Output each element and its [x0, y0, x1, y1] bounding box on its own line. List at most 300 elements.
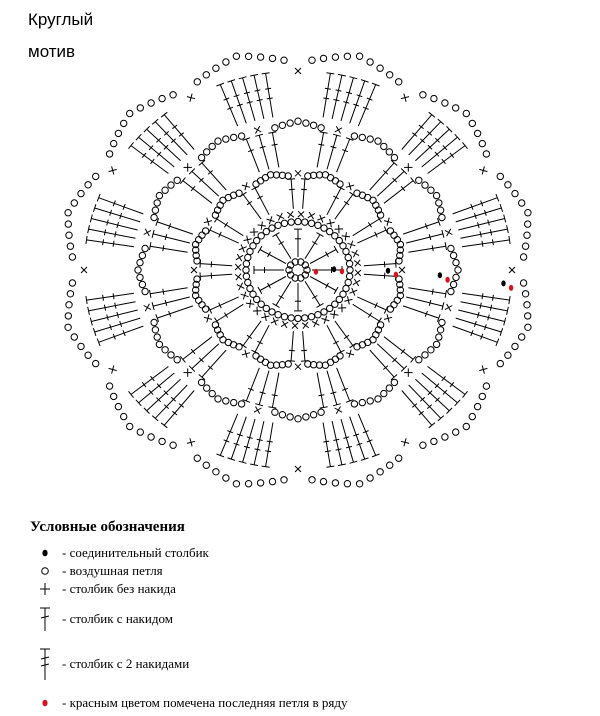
double-crochet-stitch [406, 234, 443, 243]
stitch-cross-bar [115, 231, 116, 237]
chain-stitch [202, 228, 208, 234]
chain-stitch [453, 259, 459, 265]
double-crochet-stitch [259, 135, 269, 169]
double-crochet-stitch [403, 222, 439, 234]
stitch-top-bar [273, 303, 280, 307]
chain-stitch [367, 136, 373, 142]
legend-item-single-crochet [30, 581, 176, 597]
chain-stitch [344, 53, 350, 59]
double-crochet-stitch [317, 373, 324, 408]
stitch-top-bar [273, 233, 280, 237]
chain-stitch [373, 202, 379, 208]
chain-stitch [159, 438, 165, 444]
chain-stitch [199, 232, 205, 238]
single-crochet-stitch [287, 212, 294, 217]
stitch-cross-bar [103, 295, 104, 301]
stitch-cross-bar [480, 303, 481, 309]
chain-stitch [512, 343, 518, 349]
chain-stitch [416, 357, 422, 363]
double-crochet-stitch [337, 139, 350, 172]
chain-stitch [442, 100, 448, 106]
chain-stitch [381, 390, 387, 396]
chain-stitch [137, 259, 143, 265]
chain-stitch [204, 385, 210, 391]
chain-stitch [156, 192, 162, 198]
title-line-1: Круглый [28, 10, 94, 29]
chain-stitch [168, 352, 174, 358]
chain-stitch [288, 315, 294, 321]
chain-stitch [391, 154, 397, 160]
chain-stitch [356, 53, 362, 59]
stitch-cross-bar [368, 313, 371, 318]
slip-stitch [501, 280, 505, 286]
double-crochet-stitch [276, 235, 291, 259]
chain-stitch [512, 190, 518, 196]
stitch-cross-bar [368, 222, 371, 227]
chain-stitch [199, 302, 205, 308]
single-crochet-stitch [254, 128, 261, 132]
chain-stitch [137, 105, 143, 111]
chain-stitch [151, 214, 157, 220]
chain-stitch [137, 429, 143, 435]
stitch-cross-bar [333, 100, 339, 101]
chain-stitch [66, 302, 72, 308]
single-crochet-stitch [239, 283, 243, 291]
chain-stitch [455, 267, 461, 273]
stitch-cross-bar [336, 449, 342, 450]
stitch-cross-bar [482, 241, 483, 247]
last-loop-marker [340, 268, 344, 274]
chain-stitch [433, 192, 439, 198]
double-crochet-stitch [317, 133, 324, 168]
chain-stitch [194, 79, 200, 85]
chain-stitch [332, 54, 338, 60]
single-crochet-stitch [447, 229, 451, 236]
chain-stitch [279, 412, 285, 418]
stitch-cross-bar [344, 201, 349, 204]
stitch-top-bar [429, 112, 435, 117]
stitch-cross-bar [272, 144, 278, 145]
single-crochet-stitch [309, 212, 314, 219]
stitch-cross-bar [224, 222, 227, 227]
chain-stitch [337, 181, 343, 187]
double-crochet-stitch [305, 281, 320, 305]
chain-stitch [65, 324, 71, 330]
stitch-top-bar [326, 466, 334, 467]
chain-stitch [519, 334, 525, 340]
chain-stitch [213, 65, 219, 71]
chain-stitch [281, 314, 287, 320]
chain-stitch [436, 200, 442, 206]
chain-stitch [156, 341, 162, 347]
chain-stitch [67, 243, 73, 249]
double-crochet-stitch [305, 235, 320, 259]
chain-stitch [354, 344, 360, 350]
double-crochet-stitch [384, 337, 413, 360]
double-crochet-stitch [272, 373, 279, 408]
chain-stitch [520, 280, 526, 286]
double-crochet-stitch [87, 240, 134, 247]
stitch-top-bar [509, 296, 510, 304]
chain-stitch [343, 248, 349, 254]
chain-stitch [469, 413, 475, 419]
stitch-top-bar [86, 236, 87, 244]
chain-stitch [302, 315, 308, 321]
stitch-cross-bar [493, 239, 494, 245]
chain-stitch [71, 334, 77, 340]
chain-stitch [247, 285, 253, 291]
double-crochet-stitch [323, 73, 330, 117]
stitch-cross-bar [103, 239, 104, 245]
stitch-top-bar [129, 391, 134, 397]
stitch-cross-bar [115, 303, 116, 309]
chain-stitch [345, 254, 351, 260]
chain-stitch [453, 105, 459, 111]
chain-stitch [203, 462, 209, 468]
double-crochet-stitch [147, 379, 181, 411]
chain-icon [30, 565, 60, 577]
double-crochet-stitch [266, 423, 273, 467]
stitch-cross-bar [312, 296, 317, 299]
chain-stitch [154, 334, 160, 340]
chain-stitch [391, 302, 397, 308]
stitch-top-bar [326, 73, 334, 74]
stitch-cross-bar [450, 153, 454, 158]
stitch-cross-bar [318, 395, 324, 396]
double-crochet-stitch [202, 163, 226, 190]
chain-stitch [295, 315, 301, 321]
double-crochet-stitch [461, 302, 508, 311]
chain-stitch [391, 232, 397, 238]
double-crochet-stitch [408, 288, 445, 294]
single-crochet-stitch [145, 304, 149, 311]
double-crochet-stitch [461, 229, 508, 238]
chain-stitch [272, 409, 278, 415]
double-crochet-stitch [276, 281, 291, 305]
stitch-cross-bar [265, 451, 271, 452]
double-crochet-stitch [243, 78, 255, 121]
double-crochet-stitch [364, 274, 396, 276]
double-crochet-stitch [327, 135, 337, 169]
chain-stitch [209, 390, 215, 396]
chain-stitch [257, 54, 263, 60]
stitch-top-bar [86, 296, 87, 304]
double-crochet-stitch [164, 115, 194, 150]
chain-stitch [437, 207, 443, 213]
chain-stitch [198, 154, 204, 160]
chain-stitch [66, 232, 72, 238]
chain-stitch [275, 312, 281, 318]
chain-stitch [420, 442, 426, 448]
chain-stitch [272, 125, 278, 131]
chain-stitch [308, 314, 314, 320]
chain-stitch [437, 327, 443, 333]
chain-stitch [450, 252, 456, 258]
chain-stitch [269, 478, 275, 484]
chain-stitch [525, 324, 531, 330]
stitch-cross-bar [142, 153, 146, 158]
chain-stitch [377, 65, 383, 71]
double-crochet-stitch [183, 181, 212, 204]
single-crochet-stitch [353, 250, 357, 257]
chain-stitch [309, 477, 315, 483]
double-crochet-stitch [259, 371, 269, 405]
stitch-cross-bar [493, 295, 494, 301]
stitch-top-bar [150, 290, 151, 298]
chain-stitch [152, 207, 158, 213]
chain-stitch [231, 399, 237, 405]
double-crochet-stitch [91, 219, 137, 231]
single-crochet-stitch [445, 306, 452, 310]
chain-stitch [67, 291, 73, 297]
chain-stitch [524, 232, 530, 238]
double-crochet-stitch [202, 350, 226, 377]
double-crochet-stitch [164, 391, 194, 426]
stitch-cross-bar [279, 242, 284, 245]
chain-stitch [522, 243, 528, 249]
stitch-top-bar [262, 73, 270, 74]
legend-label: - столбик с 2 накидами [62, 656, 190, 671]
stitch-cross-bar [104, 229, 105, 235]
legend-label: - соединительный столбик [62, 545, 209, 560]
stitch-cross-bar [432, 245, 433, 251]
chain-stitch [257, 480, 263, 486]
stitch-cross-bar [255, 90, 261, 91]
chain-stitch [196, 237, 202, 243]
double-crochet-stitch [357, 297, 386, 310]
stitch-cross-bar [432, 289, 433, 295]
chain-stitch [463, 110, 469, 116]
double-crochet-stitch [384, 181, 413, 204]
chain-stitch [387, 228, 393, 234]
chain-stitch [127, 423, 133, 429]
double-crochet-stitch [370, 350, 394, 377]
chain-stitch [303, 120, 309, 126]
chain-stitch [287, 414, 293, 420]
stitch-cross-bar [267, 98, 273, 99]
chain-stitch [137, 274, 143, 280]
single-crochet-stitch [277, 215, 284, 219]
stitch-top-bar [161, 112, 167, 117]
chain-stitch [396, 79, 402, 85]
chain-stitch [416, 177, 422, 183]
double-crochet-stitch [91, 310, 137, 322]
single-crochet-stitch [353, 280, 360, 285]
legend-label: - столбик с накидом [62, 611, 173, 626]
chain-stitch [450, 281, 456, 287]
chain-stitch [78, 190, 84, 196]
chain-stitch [295, 118, 301, 124]
double-crochet-stitch [327, 188, 341, 215]
chain-stitch [439, 319, 445, 325]
chain-stitch [463, 423, 469, 429]
chain-stitch [474, 403, 480, 409]
chain-stitch [148, 100, 154, 106]
single-crochet-stitch [258, 225, 266, 226]
double-crochet-stitch [303, 179, 305, 209]
chain-stitch [139, 281, 145, 287]
chain-stitch [315, 222, 321, 228]
stitch-cross-bar [490, 229, 491, 235]
chain-stitch [69, 280, 75, 286]
chain-stitch [151, 319, 157, 325]
stitch-top-bar [180, 178, 185, 184]
chain-stitch [420, 92, 426, 98]
stitch-cross-bar [279, 296, 284, 299]
stitch-top-bar [268, 407, 276, 408]
chain-stitch [253, 353, 259, 359]
stitch-cross-bar [257, 100, 263, 101]
chain-stitch [127, 110, 133, 116]
stitch-cross-bar [113, 293, 114, 299]
single-crochet-stitch [336, 126, 340, 133]
double-crochet-stitch [341, 78, 353, 121]
stitch-cross-bar [224, 313, 227, 318]
single-crochet-stitch [312, 321, 319, 325]
chain-stitch [320, 55, 326, 61]
chain-stitch [152, 327, 158, 333]
chain-stitch [245, 254, 251, 260]
chain-stitch [469, 120, 475, 126]
chain-stitch [236, 190, 242, 196]
chain-stitch [448, 245, 454, 251]
single-crochet-stitch [282, 321, 287, 328]
chain-stitch [65, 313, 71, 319]
stitch-top-bar [445, 242, 446, 250]
chain-stitch [351, 401, 357, 407]
stitch-cross-bar [344, 335, 349, 338]
stitch-cross-bar [325, 451, 331, 452]
chain-stitch [422, 182, 428, 188]
stitch-cross-bar [247, 201, 252, 204]
double-crochet-stitch [200, 264, 232, 266]
chain-stitch [318, 409, 324, 415]
chain-stitch [65, 210, 71, 216]
chain-stitch [253, 181, 259, 187]
chain-stitch [483, 151, 489, 157]
motif-diagram [65, 53, 531, 487]
chain-stitch [442, 434, 448, 440]
stitch-top-bar [150, 242, 151, 250]
stitch-top-bar [411, 178, 416, 184]
chain-stitch [159, 95, 165, 101]
chain-stitch [269, 55, 275, 61]
stitch-cross-bar [113, 241, 114, 247]
single-crochet-icon [30, 582, 60, 596]
stitch-top-bar [463, 391, 468, 397]
red-marker-icon [30, 697, 60, 709]
chain-stitch [93, 173, 99, 179]
double-crochet-stitch [337, 368, 350, 401]
chain-stitch [396, 455, 402, 461]
chain-stitch [367, 475, 373, 481]
double-crochet-stitch [272, 133, 279, 168]
double-crochet-stitch [332, 75, 342, 119]
legend-item-treble-crochet [30, 647, 189, 681]
chain-stitch [106, 151, 112, 157]
stitch-cross-bar [267, 441, 273, 442]
double-crochet-stitch [357, 230, 386, 243]
chain-stitch [215, 138, 221, 144]
double-crochet-stitch [150, 246, 187, 252]
chain-stitch [356, 481, 362, 487]
chain-stitch [243, 267, 249, 273]
legend-heading: Условные обозначения [30, 519, 185, 535]
legend-item-chain [30, 563, 163, 579]
stitch-cross-bar [336, 90, 342, 91]
stitch-cross-bar [312, 242, 317, 245]
double-crochet-stitch [260, 277, 286, 291]
legend-item-last-loop [30, 695, 348, 711]
chain-stitch [223, 59, 229, 65]
double-crochet-stitch [402, 115, 432, 150]
legend-label: - красным цветом помечена последняя петля в ряду [62, 695, 348, 710]
chain-stitch [332, 480, 338, 486]
double-crochet-stitch [210, 297, 239, 310]
legend-item-slip-stitch [30, 545, 209, 561]
chain-stitch [483, 383, 489, 389]
double-crochet-stitch [323, 423, 330, 467]
legend-item-double-crochet [30, 606, 173, 632]
chain-stitch [346, 261, 352, 267]
double-crochet-stitch [415, 129, 449, 161]
stitch-top-bar [258, 287, 262, 294]
stitch-cross-bar [325, 88, 331, 89]
double-crochet-stitch [157, 306, 193, 318]
chain-stitch [198, 379, 204, 385]
double-crochet-stitch [192, 171, 219, 196]
chain-stitch [154, 200, 160, 206]
double-crochet-stitch [192, 344, 219, 369]
chain-stitch [71, 200, 77, 206]
double-crochet-stitch [303, 331, 305, 361]
chain-stitch [203, 72, 209, 78]
chain-stitch [288, 219, 294, 225]
double-crochet-icon [30, 606, 60, 632]
chain-stitch [320, 478, 326, 484]
double-crochet-stitch [89, 229, 136, 238]
single-crochet-stitch [144, 230, 151, 234]
double-crochet-stitch [406, 297, 443, 306]
chain-stitch [111, 140, 117, 146]
chain-stitch [428, 347, 434, 353]
chain-stitch [223, 136, 229, 142]
double-crochet-stitch [462, 293, 509, 300]
chain-stitch [375, 396, 381, 402]
chain-stitch [359, 399, 365, 405]
stitch-top-bar [445, 290, 446, 298]
chain-stitch [387, 462, 393, 468]
chain-stitch [215, 396, 221, 402]
legend-label: - воздушная петля [62, 563, 163, 578]
chain-stitch [436, 334, 442, 340]
double-crochet-stitch [364, 264, 396, 266]
chain-stitch [345, 279, 351, 285]
chain-stitch [431, 95, 437, 101]
double-crochet-stitch [327, 371, 337, 405]
chain-stitch [168, 182, 174, 188]
chain-stitch [310, 412, 316, 418]
stitch-cross-bar [142, 382, 146, 387]
stitch-top-bar [317, 233, 324, 237]
stitch-cross-bar [163, 245, 164, 251]
stitch-cross-bar [163, 289, 164, 295]
stitch-cross-bar [480, 231, 481, 237]
double-crochet-stitch [291, 179, 293, 209]
chain-stitch [231, 134, 237, 140]
chain-stitch [245, 279, 251, 285]
chain-stitch [428, 187, 434, 193]
